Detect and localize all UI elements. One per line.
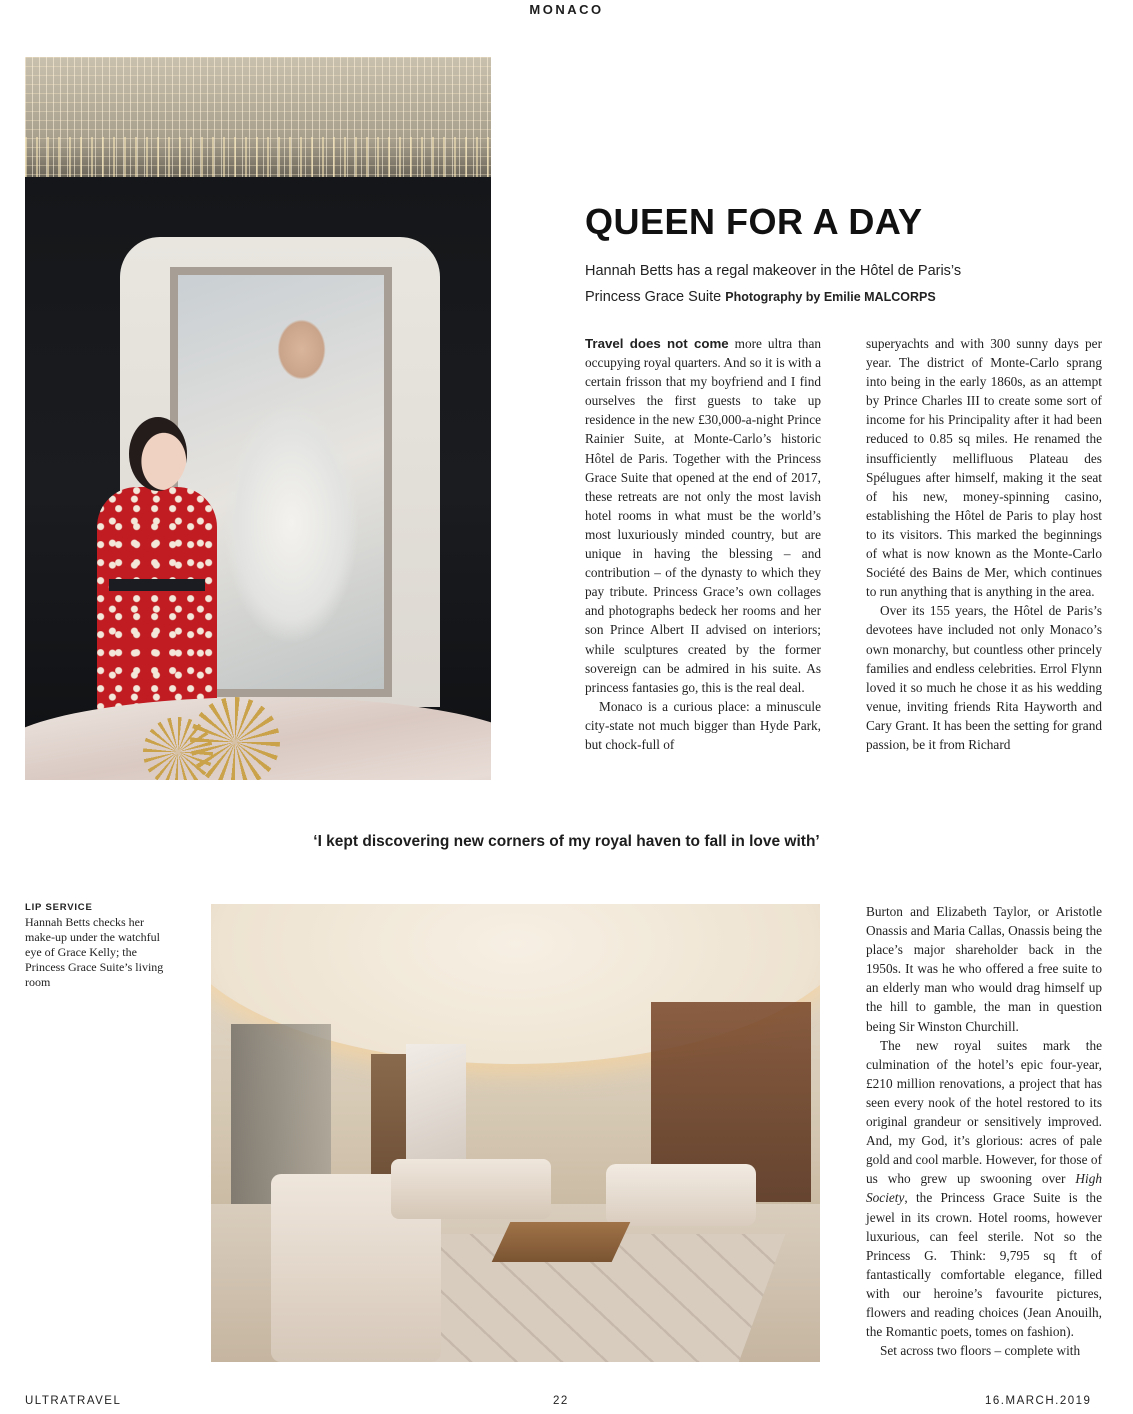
photo-credit: Photography by Emilie MALCORPS — [725, 290, 936, 304]
portrait-photo — [25, 57, 491, 780]
headline: QUEEN FOR A DAY — [585, 201, 923, 242]
body-column-2 — [866, 334, 1102, 754]
pull-quote: ‘I kept discovering new corners of my royal haven to fall in love with’ — [313, 833, 820, 850]
body-paragraph: Over its 155 years, the Hôtel de Paris’s devotees have included not only Monaco’s own monarchy, but countless other princely families and endless celebrities. Errol Flynn loved it so much he chose it as his wedding venue, inviting friends Rita Hayworth and Cary Grant. It has been the setting for grand passion, be it from Richard — [866, 603, 1102, 752]
sofa — [606, 1164, 756, 1226]
chandelier-image — [25, 57, 491, 177]
body-paragraph — [585, 334, 821, 697]
footer-publication: ULTRATRAVEL — [25, 1395, 122, 1407]
body-paragraph — [866, 1036, 1102, 1342]
living-room-photo — [211, 904, 820, 1362]
paragraph-text: more ultra than occupying royal quarters. And so it is with a certain frisson that my boyfriend and I find ourselves the first guests to take up residence in the new £30,000-a-night Prince Rainier Suite, at Monte-Carlo’s historic Hôtel de Paris. Together with the Princess Grace Suite that opened at the end of 2017, these retreats are not only the most lavish hotel rooms in what must be the world’s most luxuriously minded country, but are unique in having the blessing – and contribution – of the dynasty to which they pay tribute. Princess Grace’s own collages and photographs bedeck her rooms and her son Prince Albert II advised on interiors; while sculptures created by the former sovereign can be admired in his suite. As princess fantasies go, this is the real deal. — [585, 336, 821, 695]
body-paragraph: Set across two floors – complete with — [880, 1343, 1081, 1359]
body-paragraph: Burton and Elizabeth Taylor, or Aristotle Onassis and Maria Callas, Onassis being the place’s major shareholder back in the 1950s. It was he who offered a free suite to an elderly man who would drag himself up the hill to gamble, the man in question being Sir Winston Churchill. — [866, 904, 1102, 1034]
body-paragraph: Monaco is a curious place: a minuscule city-state not much bigger than Hyde Park, but chock-full of — [585, 698, 821, 752]
footer-page-number: 22 — [553, 1395, 569, 1407]
body-column-3 — [866, 902, 1102, 1360]
standfirst — [585, 258, 1105, 310]
coffee-table — [492, 1222, 631, 1262]
body-column-1 — [585, 334, 821, 754]
photo-caption — [25, 900, 175, 990]
caption-title: LIP SERVICE — [25, 902, 93, 913]
woman-belt — [109, 579, 205, 591]
gold-sculpture — [190, 697, 280, 780]
paragraph-text: The new royal suites mark the culmination of the hotel’s epic four-year, £210 million renovations, a project that has seen every nook of the hotel restored to its original grandeur or sensitively improved. And, my God, it’s glorious: acres of pale gold and cool marble. However, for those of us who grew up swooning over — [866, 1037, 1102, 1187]
standfirst-line1: Hannah Betts has a regal makeover in the Hôtel de Paris’s — [585, 263, 962, 279]
standfirst-line2: Princess Grace Suite — [585, 289, 722, 305]
section-label: MONACO — [529, 2, 604, 17]
body-paragraph: superyachts and with 300 sunny days per year. The district of Monte-Carlo sprang into being in the early 1860s, as an attempt by Prince Charles III to create some sort of income for his Principality after it had been reduced to 0.85 sq miles. He renamed the insufficiently mellifluous Plateau des Spélugues after himself, making it the seat of his new, money-spinning casino, establishing the Hôtel de Paris to play host to its visitors. This marked the beginnings of what is now known as the Monte-Carlo Société des Bains de Mer, which continues to run anything that is anything in the area. — [866, 336, 1102, 600]
sofa — [391, 1159, 551, 1219]
lead-in: Travel does not come — [585, 336, 729, 351]
footer-date: 16.MARCH.2019 — [985, 1395, 1092, 1407]
woman-head — [129, 417, 187, 491]
film-title: High Society — [866, 1171, 1102, 1206]
paragraph-text: , the Princess Grace Suite is the jewel in its crown. Hotel rooms, however luxurious, can feel sterile. Not so the Princess G. Think: 9,795 sq ft of fantastically comfortable elegance, filled with our heroine’s favourite pictures, flowers and reading choices (Jean Anouilh, the Romantic poets, tomes on fashion). — [866, 1190, 1102, 1340]
caption-text: Hannah Betts checks her make-up under the watchful eye of Grace Kelly; the Princess Grace Suite’s living room — [25, 915, 164, 989]
